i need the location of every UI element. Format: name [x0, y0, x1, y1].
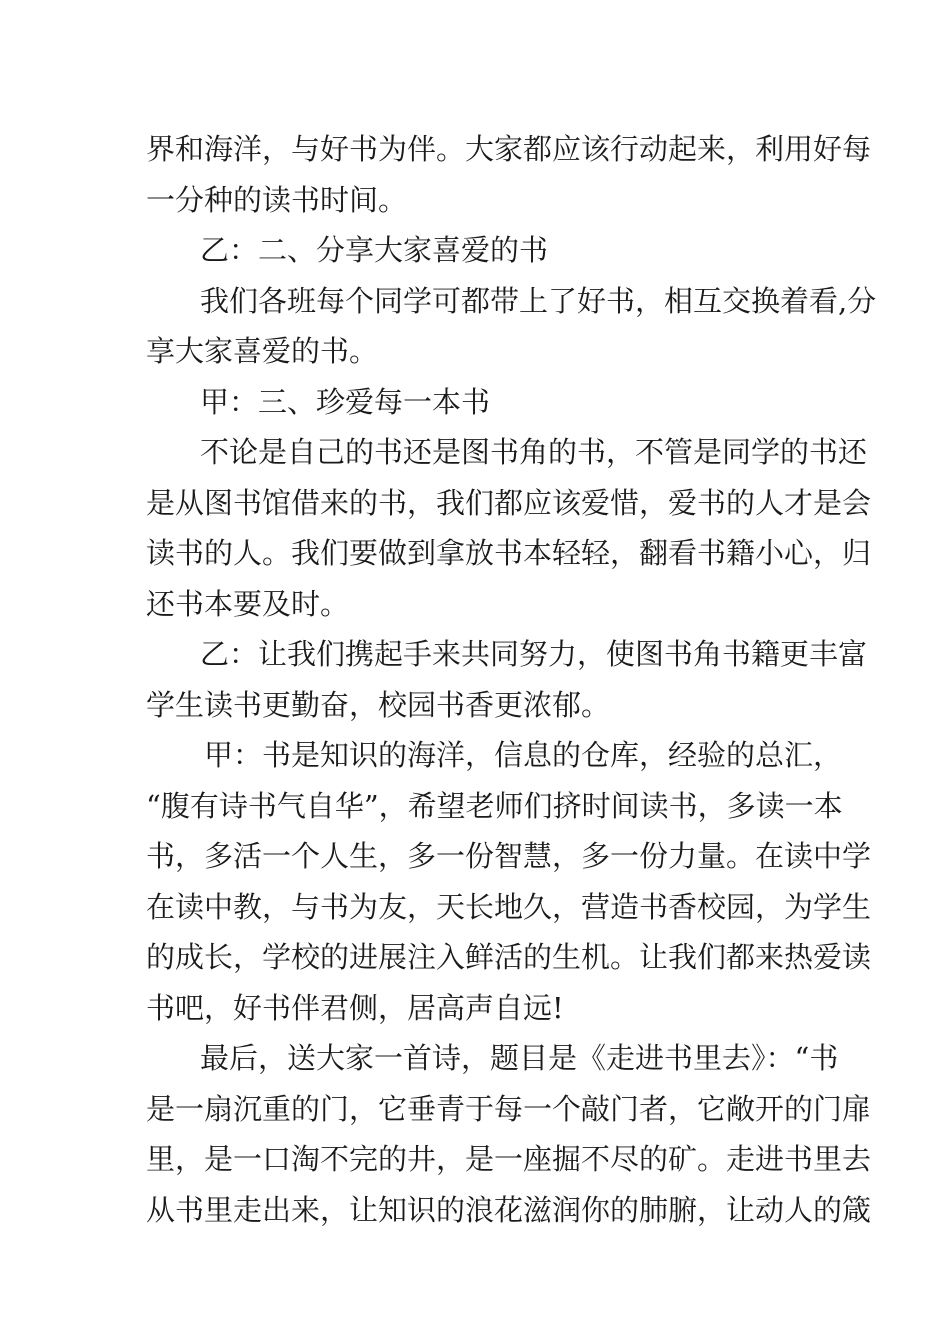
text-line: 在读中教，与书为友，天长地久，营造书香校园，为学生: [146, 889, 872, 924]
text-line: 一分种的读书时间。: [146, 182, 408, 217]
section-heading: 乙：二、分享大家喜爱的书: [200, 233, 549, 267]
text-line: 书，多活一个人生，多一份智慧，多一份力量。在读中学: [146, 839, 872, 873]
text-line: 学生读书更勤奋，校园书香更浓郁。: [146, 687, 611, 722]
text-line: 乙：让我们携起手来共同努力，使图书角书籍更丰富: [200, 637, 868, 671]
text-line: 界和海洋，与好书为伴。大家都应该行动起来，利用好每: [146, 132, 872, 166]
text-line: 不论是自己的书还是图书角的书，不管是同学的书还: [200, 435, 868, 469]
section-heading: 甲：三、珍爱每一本书: [200, 384, 491, 419]
text-line: 是从图书馆借来的书，我们都应该爱惜，爱书的人才是会: [146, 485, 872, 520]
text-line: 是一扇沉重的门，它垂青于每一个敲门者，它敞开的门扉: [146, 1091, 872, 1126]
text-line: 最后，送大家一首诗，题目是《走进书里去》：“书: [200, 1041, 839, 1075]
document-body: [146, 124, 877, 1235]
text-line: 还书本要及时。: [146, 586, 350, 621]
text-line: “腹有诗书气自华”，希望老师们挤时间读书，多读一本: [146, 788, 843, 823]
text-line: 的成长，学校的进展注入鲜活的生机。让我们都来热爱读: [146, 940, 872, 974]
text-line: 书吧，好书伴君侧，居高声自远!: [146, 990, 564, 1025]
text-line: 里，是一口淘不完的井，是一座掘不尽的矿。走进书里去: [146, 1142, 872, 1176]
text-line: 从书里走出来，让知识的浪花滋润你的肺腑，让动人的箴: [146, 1192, 872, 1227]
text-line: 甲：书是知识的海洋，信息的仓库，经验的总汇，: [204, 738, 843, 772]
text-line: 读书的人。我们要做到拿放书本轻轻，翻看书籍小心，归: [146, 536, 872, 570]
text-line: 我们各班每个同学可都带上了好书，相互交换着看,分: [200, 283, 877, 318]
text-line: 享大家喜爱的书。: [146, 334, 379, 368]
